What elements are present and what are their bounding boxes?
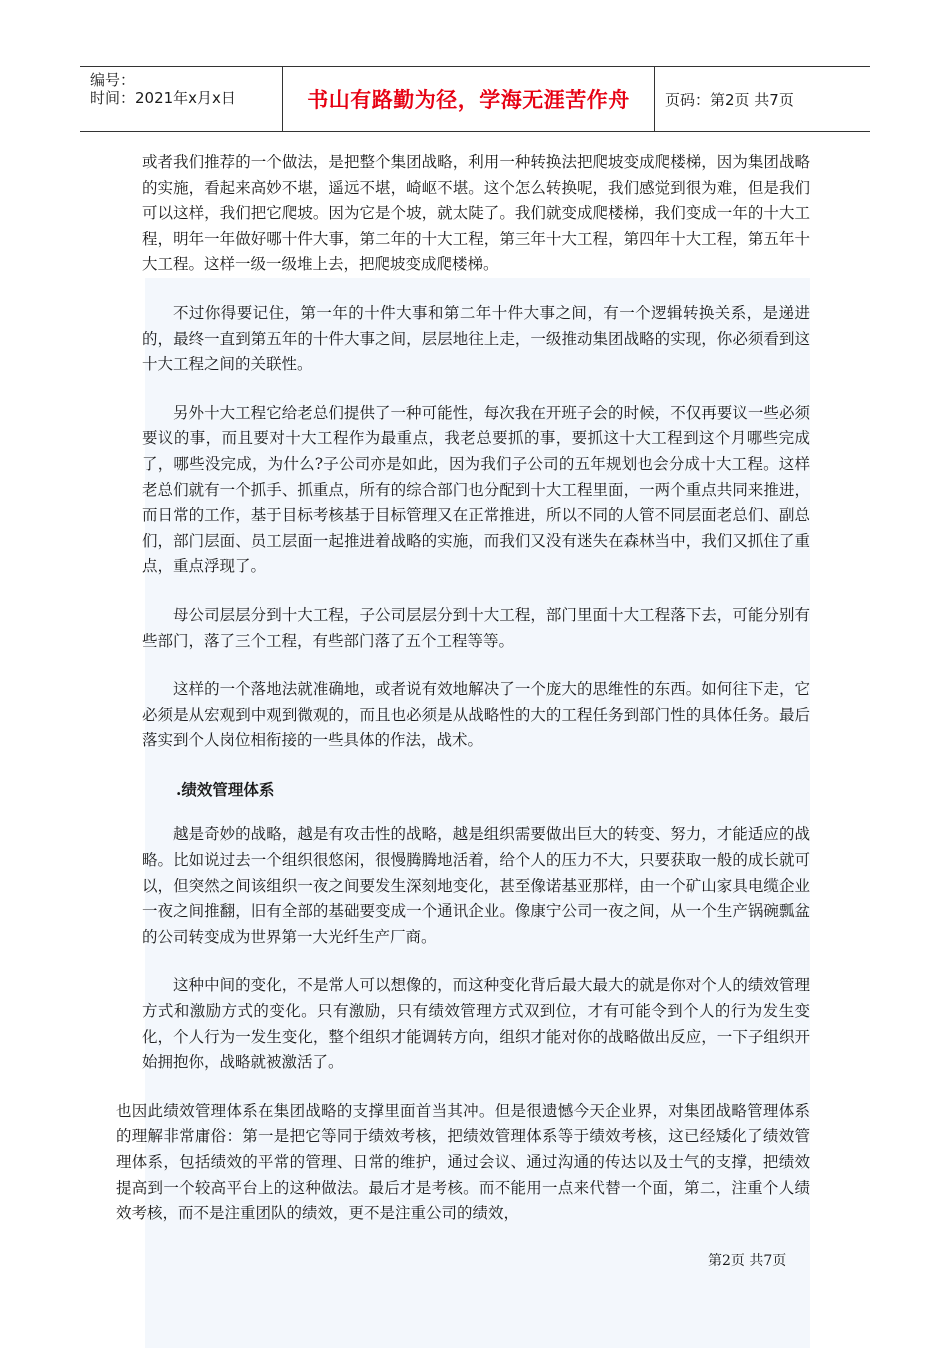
header-motto: 书山有路勤为径，学海无涯苦作舟	[283, 67, 655, 131]
header-page-number: 页码：第2页 共7页	[665, 90, 794, 109]
page-header	[80, 66, 870, 132]
document-body	[116, 150, 810, 1250]
section-heading: .绩效管理体系	[176, 779, 275, 799]
document-number-label: 编号：	[90, 71, 136, 89]
paragraph: 这种中间的变化，不是常人可以想像的，而这种变化背后最大最大的就是你对个人的绩效管理方式和激励方式的变化。只有激励，只有绩效管理方式双到位，才有可能令到个人的行为发生变化，个人行为一发生变化，整个组织才能调转方向，组织才能对你的战略做出反应，一下子组织开始拥抱你，战略就被激活了。	[142, 976, 810, 1072]
paragraph: 母公司层层分到十大工程，子公司层层分到十大工程，部门里面十大工程落下去，可能分别有些部门，落了三个工程，有些部门落了五个工程等等。	[142, 605, 810, 650]
paragraph: 另外十大工程它给老总们提供了一种可能性，每次我在开班子会的时候，不仅再要议一些必须要议的事，而且要对十大工程作为最重点，我老总要抓的事，要抓这十大工程到这个月哪些完成了，哪些没完成，为什么?子公司亦是如此，因为我们子公司的五年规划也会分成十大工程。这样老总们就有一个抓手、抓重点，所有的综合部门也分配到十大工程里面，一两个重点共同来推进，而日常的工作，基于目标考核基于目标管理又在正常推进，所以不同的人管不同层面老总们、副总们，部门层面、员工层面一起推进着战略的实施，而我们又没有迷失在森林当中，我们又抓住了重点，重点浮现了。	[142, 403, 810, 576]
paragraph: 或者我们推荐的一个做法，是把整个集团战略，利用一种转换法把爬坡变成爬楼梯，因为集团战略的实施，看起来高妙不堪，遥远不堪，崎岖不堪。这个怎么转换呢，我们感觉到很为难，但是我们可以这样，我们把它爬坡。因为它是个坡，就太陡了。我们就变成爬楼梯，我们变成一年的十大工程，明年一年做好哪十件大事，第二年的十大工程，第三年十大工程，第四年十大工程，第五年十大工程。这样一级一级堆上去，把爬坡变成爬楼梯。	[142, 153, 810, 274]
paragraph: 也因此绩效管理体系在集团战略的支撑里面首当其冲。但是很遗憾今天企业界，对集团战略管理体系的理解非常庸俗：第一是把它等同于绩效考核，把绩效管理体系等于绩效考核，这已经矮化了绩效管理体系，包括绩效的平常的管理、日常的维护，通过会议、通过沟通的传达以及士气的支撑，把绩效提高到一个较高平台上的这种做法。最后才是考核。而不能用一点来代替一个面，第二，注重个人绩效考核，而不是注重团队的绩效，更不是注重公司的绩效，	[116, 1101, 810, 1223]
header-meta	[80, 67, 283, 131]
page-footer: 第2页 共7页	[708, 1253, 787, 1269]
paragraph: 这样的一个落地法就准确地，或者说有效地解决了一个庞大的思维性的东西。如何往下走，它必须是从宏观到中观到微观的，而且也必须是从战略性的大的工程任务到部门性的具体任务。最后落实到个人岗位相衔接的一些具体的作法，战术。	[142, 680, 810, 750]
paragraph: 不过你得要记住，第一年的十件大事和第二年十件大事之间，有一个逻辑转换关系，是递进的，最终一直到第五年的十件大事之间，层层地往上走，一级推动集团战略的实现，你必须看到这十大工程之间的关联性。	[142, 303, 810, 374]
document-date-label: 时间：2021年x月x日	[90, 89, 236, 107]
paragraph: 越是奇妙的战略，越是有攻击性的战略，越是组织需要做出巨大的转变、努力，才能适应的战略。比如说过去一个组织很悠闲，很慢腾腾地活着，给个人的压力不大，只要获取一般的成长就可以，但突然之间该组织一夜之间要发生深刻地变化，甚至像诺基亚那样，由一个矿山家具电缆企业一夜之间推翻，旧有全部的基础要变成一个通讯企业。像康宁公司一夜之间，从一个生产锅碗瓢盆的公司转变成为世界第一大光纤生产厂商。	[142, 825, 810, 946]
